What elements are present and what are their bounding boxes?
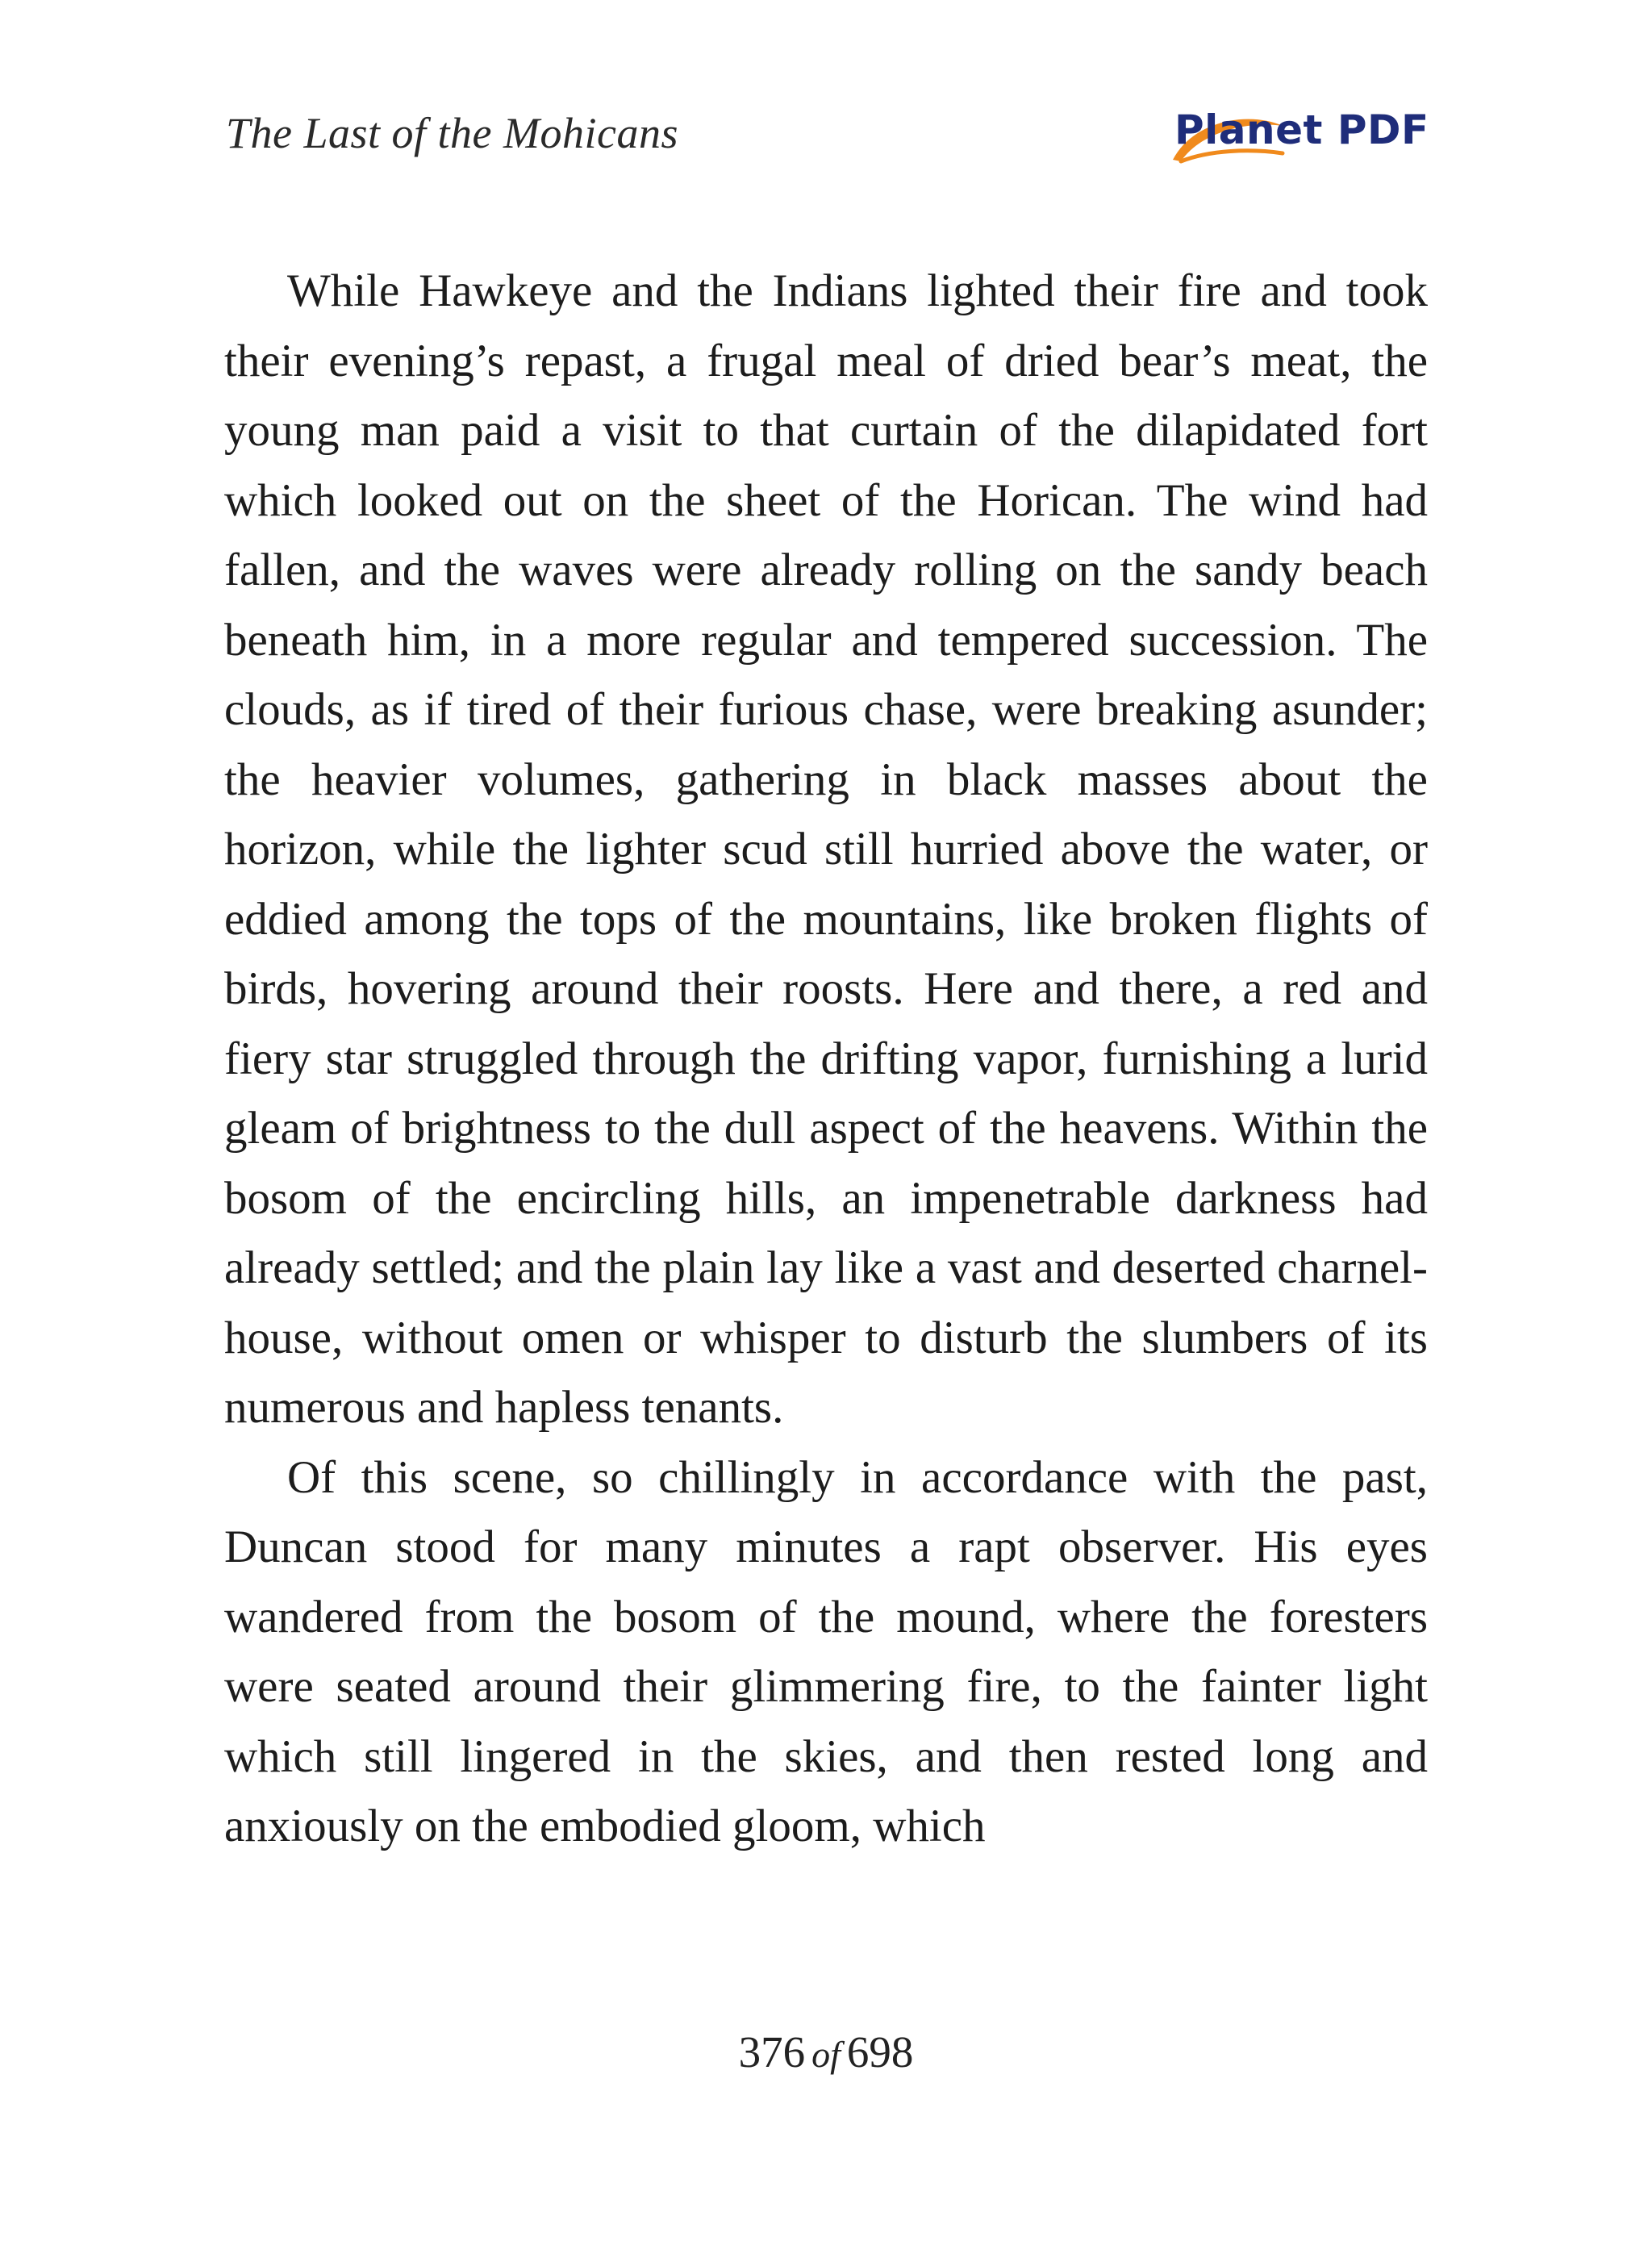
current-page: 376	[738, 2027, 806, 2077]
chapter-text	[224, 257, 1428, 1862]
total-pages: 698	[846, 2027, 914, 2077]
logo-text: Planet PDF	[1174, 106, 1429, 153]
running-title: The Last of the Mohicans	[226, 109, 678, 157]
page-header	[226, 103, 1428, 168]
planet-pdf-logo[interactable]	[1162, 103, 1428, 168]
of-label: of	[811, 2034, 841, 2075]
paragraph: Of this scene, so chillingly in accordance with the past, Duncan stood for many minutes a rapt observer. His eyes wandered from the bosom of the mound, where the foresters were seated around their glimmering fire, to the fainter light which still lingered in the skies, and then rested long and anxiously on the embodied gloom, which	[224, 1451, 1428, 1851]
paragraph: While Hawkeye and the Indians lighted their fire and took their evening’s repast, a frugal meal of dried bear’s meat, the young man paid a visit to that curtain of the dilapidated fort which looked out on the sheet of the Horican. The wind had fallen, and the waves were already rolling on the sandy beach beneath him, in a more regular and tempered succession. The clouds, as if tired of their furious chase, were breaking asunder; the heavier volumes, gathering in black masses about the horizon, while the lighter scud still hurried above the water, or eddied among the tops of the mountains, like broken flights of birds, hovering around their roosts. Here and there, a red and fiery star struggled through the drifting vapor, furnishing a lurid gleam of brightness to the dull aspect of the heavens. Within the bosom of the encircling hills, an impenetrable darkness had already settled; and the plain lay like a vast and deserted charnel-house, without omen or whisper to disturb the slumbers of its numerous and hapless tenants.	[224, 265, 1428, 1433]
page-number	[0, 2027, 1652, 2077]
